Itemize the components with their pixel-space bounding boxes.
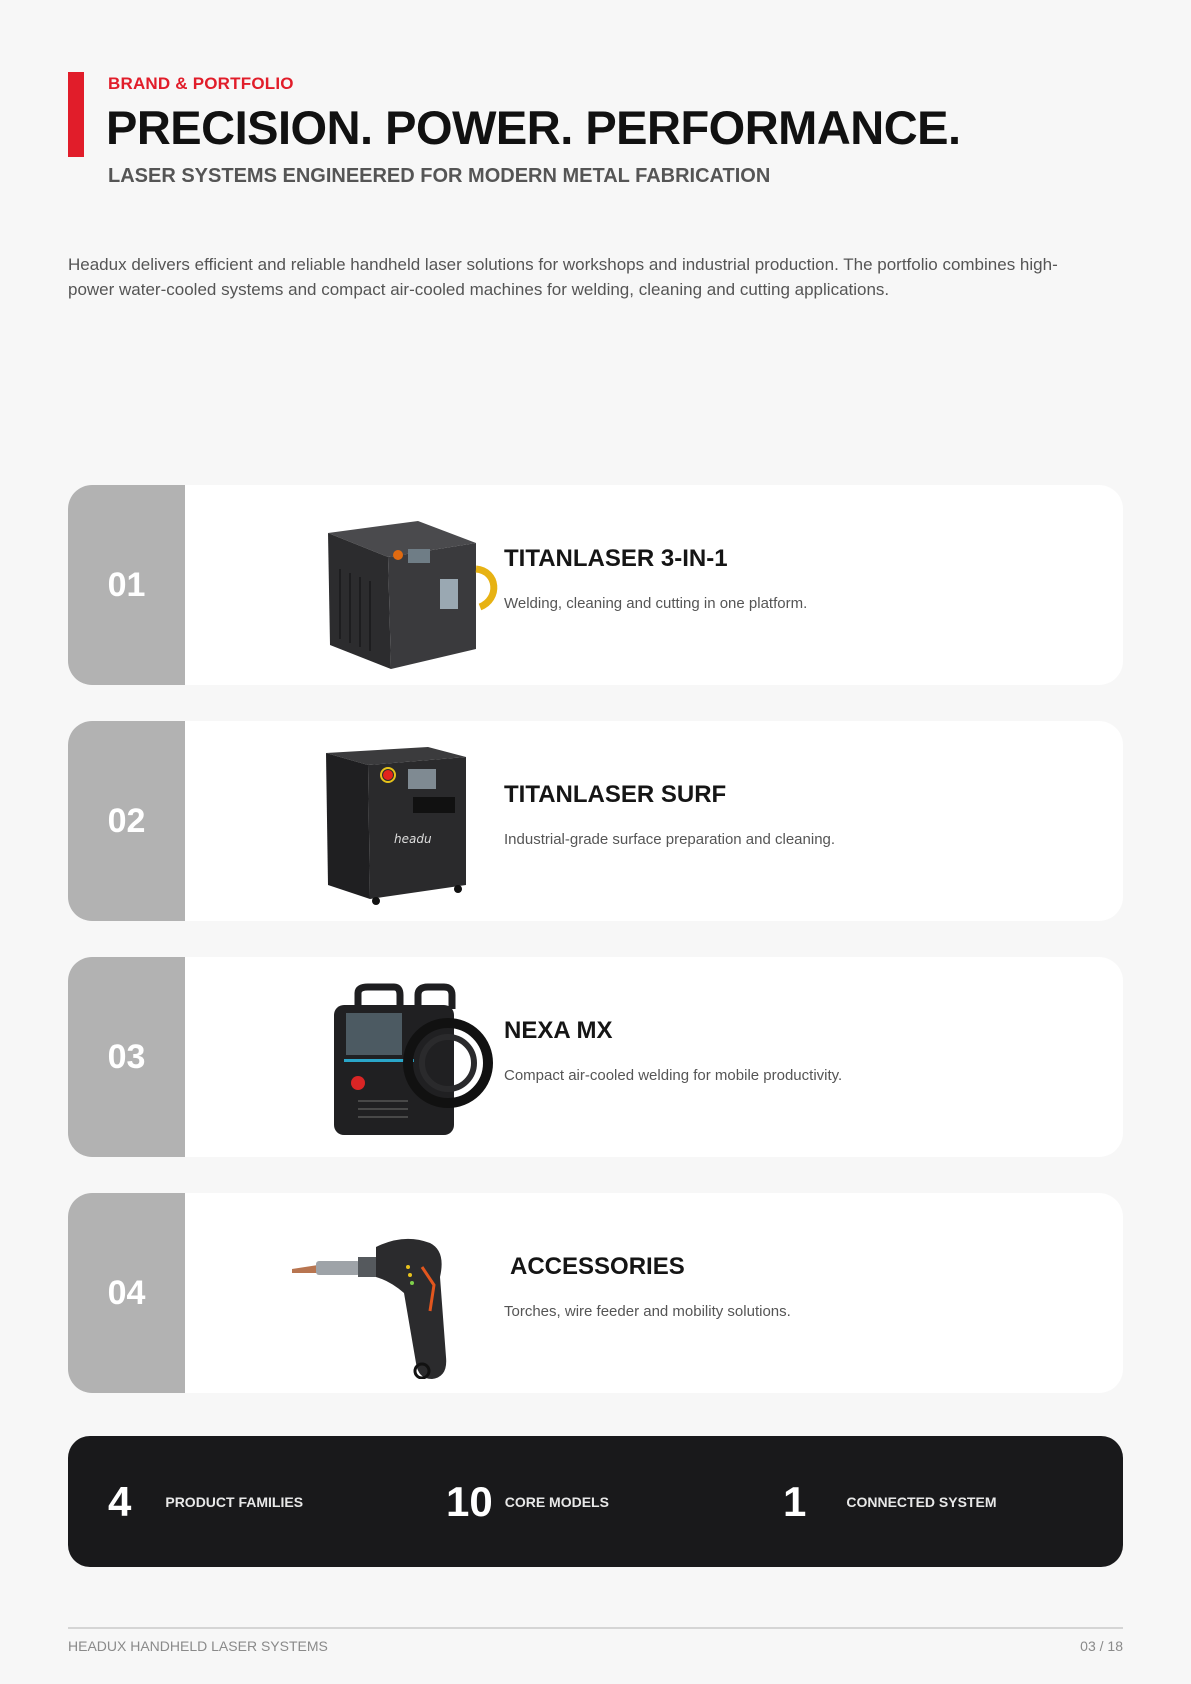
intro-paragraph: Headux delivers efficient and reliable handheld laser solutions for workshops and industrial production. The portfolio combines high-power water-cooled systems and compact air-cooled machines for welding, cleaning and cutting applications. [68, 255, 1058, 299]
stat-item [108, 1436, 303, 1567]
product-description: Compact air-cooled welding for mobile productivity. [504, 1067, 843, 1084]
stat-item [783, 1436, 996, 1567]
product-title: TITANLASER SURF [504, 781, 727, 808]
product-index: 03 [68, 957, 185, 1157]
stat-value: 10 [446, 1477, 493, 1525]
product-title: NEXA MX [504, 1017, 613, 1044]
product-description: Torches, wire feeder and mobility solutions. [504, 1303, 791, 1320]
product-index: 04 [68, 1193, 185, 1393]
page-title: PRECISION. POWER. PERFORMANCE. [106, 101, 961, 154]
stats-bar [68, 1436, 1123, 1567]
stat-value: 4 [108, 1477, 132, 1525]
page-number: 03 / 18 [1080, 1638, 1123, 1654]
water-cooled-laser-unit-image [208, 499, 508, 671]
stat-item [446, 1436, 609, 1567]
footer-divider [68, 1627, 1123, 1629]
product-index: 01 [68, 485, 185, 685]
product-title: TITANLASER 3-IN-1 [504, 545, 728, 572]
product-card [68, 957, 1123, 1157]
product-index: 02 [68, 721, 185, 921]
portable-welder-image [208, 971, 508, 1143]
product-card [68, 1193, 1123, 1393]
stat-label: PRODUCT FAMILIES [165, 1493, 304, 1510]
laser-cleaning-cabinet-image [208, 735, 508, 907]
svg-text:headu: headu [394, 832, 432, 846]
stat-value: 1 [783, 1477, 807, 1525]
product-description: Industrial-grade surface preparation and cleaning. [504, 831, 836, 848]
footer-brand: HEADUX HANDHELD LASER SYSTEMS [68, 1638, 328, 1654]
stat-label: CORE MODELS [504, 1493, 609, 1510]
product-description: Welding, cleaning and cutting in one platform. [504, 595, 808, 612]
product-card [68, 721, 1123, 921]
product-title: ACCESSORIES [510, 1253, 685, 1280]
product-card [68, 485, 1123, 685]
stat-label: CONNECTED SYSTEM [846, 1493, 997, 1510]
eyebrow-label: BRAND & PORTFOLIO [108, 74, 294, 93]
accent-bar [68, 72, 84, 157]
page-subtitle: LASER SYSTEMS ENGINEERED FOR MODERN METAL FABRICATION [108, 165, 771, 187]
laser-torch-image [208, 1207, 508, 1379]
